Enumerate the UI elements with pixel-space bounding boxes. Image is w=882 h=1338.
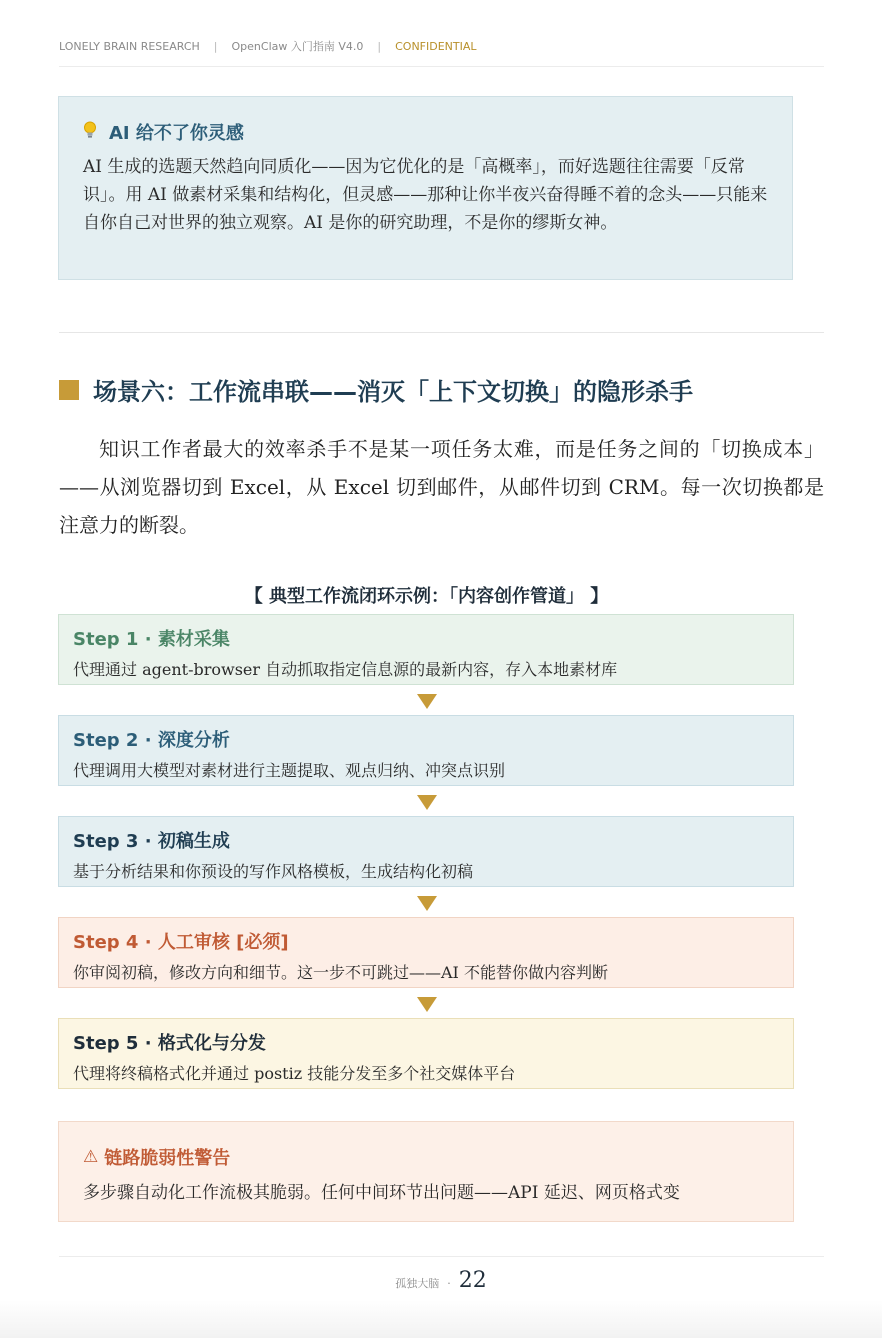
- down-arrow-icon: [417, 694, 437, 709]
- step-description: 代理调用大模型对素材进行主题提取、观点归纳、冲突点识别: [73, 761, 506, 780]
- header-separator: |: [377, 39, 382, 53]
- warning-icon: ⚠: [83, 1147, 99, 1167]
- down-arrow-icon: [417, 795, 437, 810]
- workflow-step-2: [58, 715, 794, 786]
- step-title: Step 2 · 深度分析: [73, 730, 230, 751]
- warning-body: 多步骤自动化工作流极其脆弱。任何中间环节出问题——API 延迟、网页格式变: [83, 1183, 680, 1203]
- warning-callout: [58, 1121, 794, 1222]
- workflow-step-1: [58, 614, 794, 685]
- section-heading-text: 场景六：工作流串联——消灭「上下文切换」的隐形杀手: [93, 378, 693, 406]
- workflow-step-5: [58, 1018, 794, 1089]
- down-arrow-icon: [417, 997, 437, 1012]
- footer-divider: [59, 1256, 824, 1257]
- header-divider: [59, 66, 824, 67]
- tip-title-row: [83, 119, 768, 145]
- step-title: Step 1 · 素材采集: [73, 629, 230, 650]
- tip-callout: [58, 96, 793, 280]
- warning-title: 链路脆弱性警告: [104, 1148, 231, 1169]
- tip-title: AI 给不了你灵感: [109, 123, 244, 144]
- step-description: 代理将终稿格式化并通过 postiz 技能分发至多个社交媒体平台: [73, 1064, 516, 1083]
- section-paragraph: 知识工作者最大的效率杀手不是某一项任务太难，而是任务之间的「切换成本」——从浏览器切到 Excel，从 Excel 切到邮件，从邮件切到 CRM。每一次切换都是注意力的断裂。: [59, 437, 824, 537]
- lightbulb-icon: [83, 121, 103, 144]
- footer-label: 孤独大脑: [395, 1277, 440, 1290]
- header-doc-title: OpenClaw 入门指南 V4.0: [231, 40, 364, 53]
- header-separator: |: [213, 39, 218, 53]
- header-org: LONELY BRAIN RESEARCH: [59, 39, 200, 53]
- step-description: 代理通过 agent-browser 自动抓取指定信息源的最新内容，存入本地素材库: [73, 660, 618, 679]
- tip-body: AI 生成的选题天然趋向同质化——因为它优化的是「高概率」，而好选题往往需要「反常识」。用 AI 做素材采集和结构化，但灵感——那种让你半夜兴奋得睡不着的念头——只能来自你自己对世界的独立观察。AI 是你的研究助理，不是你的缪斯女神。: [83, 157, 768, 233]
- warning-title-row: [83, 1144, 769, 1170]
- page-number: 22: [458, 1268, 487, 1293]
- workflow-step-3: [58, 816, 794, 887]
- header-confidential: CONFIDENTIAL: [395, 39, 477, 53]
- flow-title: 【 典型工作流闭环示例：「内容创作管道」 】: [244, 586, 609, 607]
- step-description: 你审阅初稿，修改方向和细节。这一步不可跳过——AI 不能替你做内容判断: [73, 963, 608, 982]
- down-arrow-icon: [417, 896, 437, 911]
- page-bottom-shade: [0, 1300, 882, 1338]
- step-title: Step 4 · 人工审核 [必须]: [73, 932, 289, 953]
- heading-square-marker: [59, 380, 79, 400]
- step-title: Step 5 · 格式化与分发: [73, 1033, 266, 1054]
- section-heading: [59, 372, 693, 407]
- workflow-step-4: [58, 917, 794, 988]
- page-header: [59, 38, 824, 54]
- footer-dot: ·: [447, 1277, 451, 1290]
- step-description: 基于分析结果和你预设的写作风格模板，生成结构化初稿: [73, 862, 474, 881]
- section-divider: [59, 332, 824, 333]
- page-footer: [0, 1268, 882, 1293]
- step-title: Step 3 · 初稿生成: [73, 831, 230, 852]
